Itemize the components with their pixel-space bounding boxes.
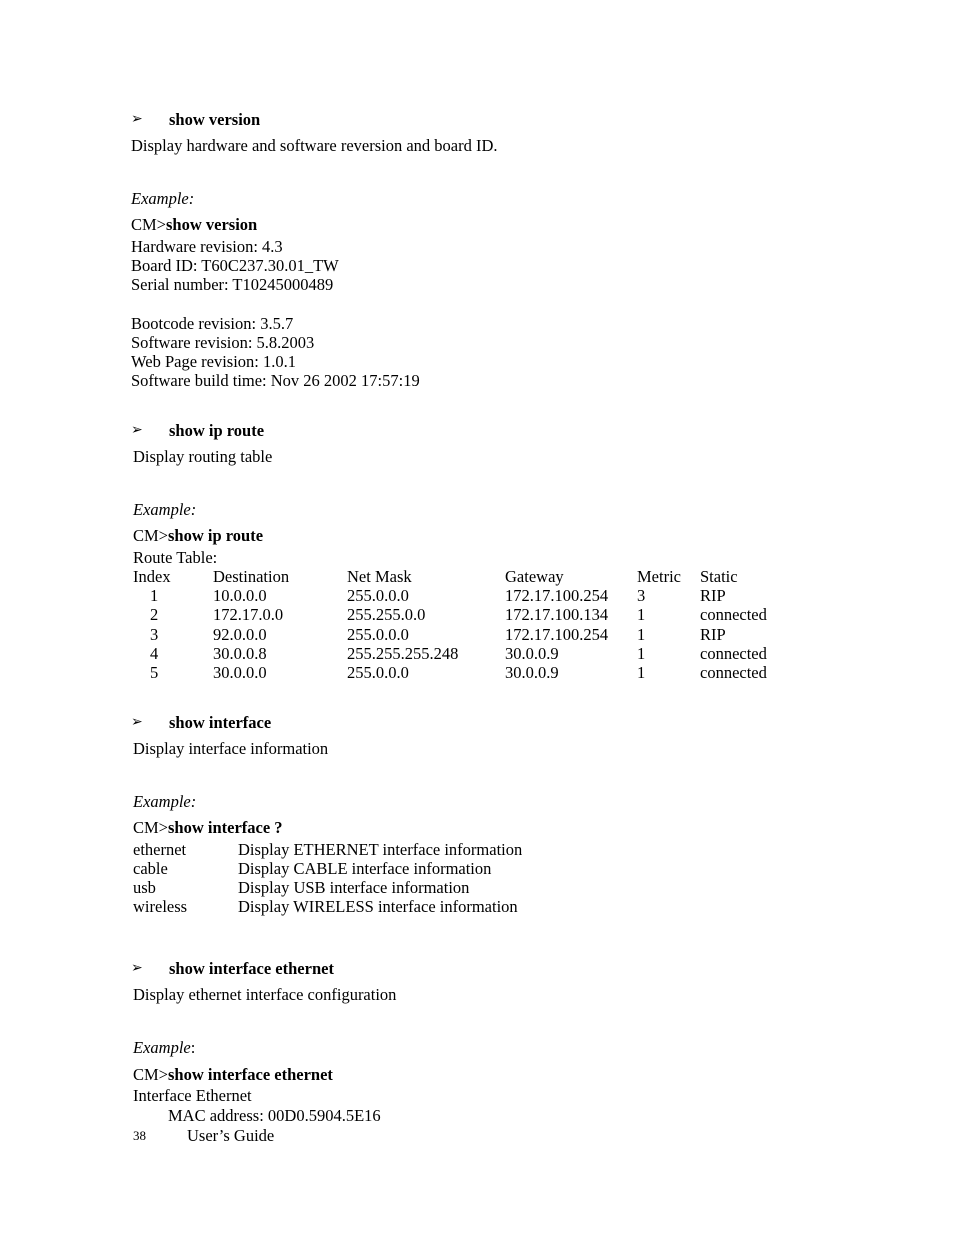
table-cell: 172.17.0.0 xyxy=(213,605,284,624)
command-line xyxy=(133,818,283,837)
table-cell: 255.255.0.0 xyxy=(347,605,426,624)
output-line: Software build time: Nov 26 2002 17:57:19 xyxy=(131,371,420,390)
option-name: cable xyxy=(133,859,168,878)
route-table-title: Route Table: xyxy=(133,548,218,567)
table-cell: 30.0.0.9 xyxy=(505,644,559,663)
example-label: Example: xyxy=(133,792,197,811)
column-header: Static xyxy=(700,567,738,586)
table-cell: 1 xyxy=(637,644,646,663)
example-label-colon: : xyxy=(190,1038,196,1057)
table-cell: 3 xyxy=(637,586,646,605)
table-cell: 30.0.0.0 xyxy=(213,663,267,682)
option-description: Display CABLE interface information xyxy=(238,859,492,878)
footer-title: User’s Guide xyxy=(187,1126,275,1145)
command: show interface ? xyxy=(167,818,283,837)
column-header: Index xyxy=(133,567,171,586)
section-heading-show-interface: show interface xyxy=(169,713,272,732)
table-cell: 255.0.0.0 xyxy=(347,663,409,682)
output-line: Bootcode revision: 3.5.7 xyxy=(131,314,294,333)
command: show ip route xyxy=(167,526,264,545)
example-label xyxy=(133,1038,195,1057)
table-cell: RIP xyxy=(700,625,726,644)
bullet-arrow-icon: ➢ xyxy=(131,111,143,127)
example-label-word: Example xyxy=(133,1038,191,1057)
bullet-arrow-icon: ➢ xyxy=(131,714,143,730)
page-number: 38 xyxy=(133,1128,146,1143)
output-line: Hardware revision: 4.3 xyxy=(131,237,283,256)
option-name: usb xyxy=(133,878,156,897)
option-description: Display USB interface information xyxy=(238,878,470,897)
section-description: Display hardware and software reversion and board ID. xyxy=(131,136,498,155)
bullet-arrow-icon: ➢ xyxy=(131,422,143,438)
table-cell: 92.0.0.0 xyxy=(213,625,267,644)
example-label: Example: xyxy=(133,500,197,519)
option-description: Display WIRELESS interface information xyxy=(238,897,518,916)
section-description: Display ethernet interface configuration xyxy=(133,985,397,1004)
section-description: Display interface information xyxy=(133,739,329,758)
table-cell: connected xyxy=(700,663,767,682)
table-cell: 1 xyxy=(150,586,159,605)
output-line: Web Page revision: 1.0.1 xyxy=(131,352,297,371)
table-cell: 1 xyxy=(637,625,646,644)
command: show version xyxy=(165,215,258,234)
output-line: Software revision: 5.8.2003 xyxy=(131,333,315,352)
section-heading-show-interface-ethernet: show interface ethernet xyxy=(169,959,334,978)
prompt: CM> xyxy=(131,215,166,234)
command-line xyxy=(133,526,263,545)
output-line: Interface Ethernet xyxy=(133,1086,252,1105)
section-heading-show-version: show version xyxy=(169,110,261,129)
command: show interface ethernet xyxy=(167,1065,333,1084)
table-cell: 255.0.0.0 xyxy=(347,625,409,644)
table-cell: 5 xyxy=(150,663,159,682)
table-cell: 172.17.100.254 xyxy=(505,586,609,605)
table-cell: connected xyxy=(700,605,767,624)
table-cell: 30.0.0.9 xyxy=(505,663,559,682)
table-cell: 3 xyxy=(150,625,159,644)
column-header: Net Mask xyxy=(347,567,412,586)
prompt: CM> xyxy=(133,526,168,545)
table-cell: 172.17.100.134 xyxy=(505,605,609,624)
column-header: Destination xyxy=(213,567,290,586)
prompt: CM> xyxy=(133,1065,168,1084)
table-cell: 2 xyxy=(150,605,159,624)
output-line: MAC address: 00D0.5904.5E16 xyxy=(168,1106,381,1125)
table-cell: 172.17.100.254 xyxy=(505,625,609,644)
table-cell: connected xyxy=(700,644,767,663)
table-cell: 255.0.0.0 xyxy=(347,586,409,605)
table-cell: 255.255.255.248 xyxy=(347,644,459,663)
command-line xyxy=(131,215,257,234)
table-cell: 4 xyxy=(150,644,159,663)
table-cell: RIP xyxy=(700,586,726,605)
table-cell: 10.0.0.0 xyxy=(213,586,267,605)
section-heading-show-ip-route: show ip route xyxy=(169,421,265,440)
column-header: Gateway xyxy=(505,567,564,586)
column-header: Metric xyxy=(637,567,681,586)
option-description: Display ETHERNET interface information xyxy=(238,840,523,859)
table-cell: 30.0.0.8 xyxy=(213,644,267,663)
prompt: CM> xyxy=(133,818,168,837)
option-name: wireless xyxy=(133,897,188,916)
command-line xyxy=(133,1065,333,1084)
output-line: Board ID: T60C237.30.01_TW xyxy=(131,256,339,275)
option-name: ethernet xyxy=(133,840,187,859)
output-line: Serial number: T10245000489 xyxy=(131,275,334,294)
bullet-arrow-icon: ➢ xyxy=(131,960,143,976)
table-cell: 1 xyxy=(637,663,646,682)
example-label: Example: xyxy=(131,189,195,208)
table-cell: 1 xyxy=(637,605,646,624)
section-description: Display routing table xyxy=(133,447,273,466)
